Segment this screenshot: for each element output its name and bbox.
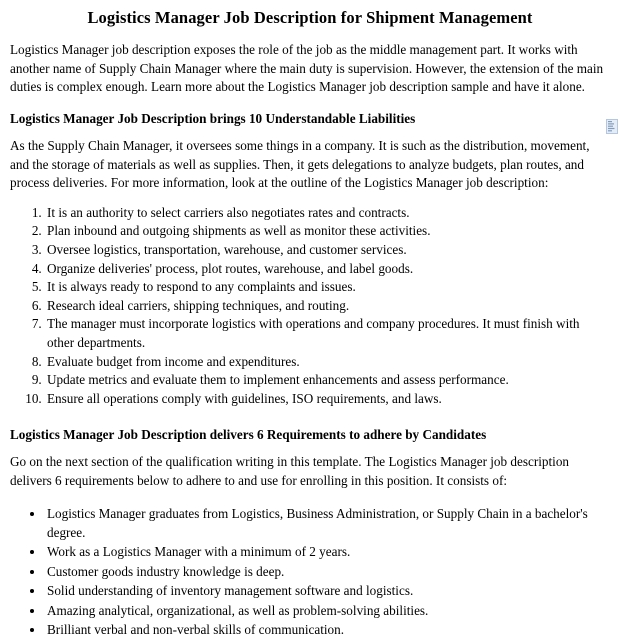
list-item: 4. Organize deliveries' process, plot routes, warehouse, and label goods. bbox=[45, 260, 608, 279]
list-item: 6. Research ideal carriers, shipping techniques, and routing. bbox=[45, 297, 608, 316]
list-item: • Work as a Logistics Manager with a minimum of 2 years. bbox=[45, 542, 608, 561]
section-heading-requirements: Logistics Manager Job Description delivers 6 Requirements to adhere by Candidates bbox=[10, 427, 487, 443]
list-item: 2. Plan inbound and outgoing shipments as well as monitor these activities. bbox=[45, 222, 608, 241]
list-item: • Solid understanding of inventory management software and logistics. bbox=[45, 581, 608, 600]
list-item: • Customer goods industry knowledge is deep. bbox=[45, 562, 608, 581]
list-item: • Amazing analytical, organizational, as well as problem-solving abilities. bbox=[45, 601, 608, 620]
list-item: 8. Evaluate budget from income and expenditures. bbox=[45, 353, 608, 372]
list-item: 7. The manager must incorporate logistics with operations and company procedures. It must finish with other departments. bbox=[45, 315, 608, 352]
section-paragraph-liabilities: As the Supply Chain Manager, it oversees some things in a company. It is such as the distribution, movement, and the storage of materials as well as supplies. Then, it gets delegations to analyze budgets, plan routes, and process deliveries. For more information, look at the outline of the Logistics Manager job description: bbox=[10, 138, 590, 191]
list-item: 3. Oversee logistics, transportation, warehouse, and customer services. bbox=[45, 241, 608, 260]
list-item: • Brilliant verbal and non-verbal skills of communication. bbox=[45, 620, 608, 639]
section-heading-liabilities: Logistics Manager Job Description brings 10 Understandable Liabilities bbox=[10, 111, 416, 127]
list-item: • Logistics Manager graduates from Logistics, Business Administration, or Supply Chain in a bachelor's degree. bbox=[45, 504, 608, 543]
list-item: 10. Ensure all operations comply with guidelines, ISO requirements, and laws. bbox=[45, 390, 608, 409]
list-item: 9. Update metrics and evaluate them to implement enhancements and assess performance. bbox=[45, 371, 608, 390]
list-item: 5. It is always ready to respond to any complaints and issues. bbox=[45, 278, 608, 297]
liabilities-list bbox=[0, 204, 620, 409]
requirements-list bbox=[0, 504, 620, 639]
intro-paragraph: Logistics Manager job description exposes the role of the job as the middle management part. It works with another name of Supply Chain Manager where the main duty is supervision. However, the extension of the main duties is complex enough. Learn more about the Logistics Manager job description sample and have it alone. bbox=[10, 42, 604, 95]
page-title: Logistics Manager Job Description for Shipment Management bbox=[87, 8, 533, 27]
section-paragraph-requirements: Go on the next section of the qualification writing in this template. The Logistics Manager job description delivers 6 requirements below to adhere to and use for enrolling in this position. It consists of: bbox=[10, 454, 570, 488]
list-item: 1. It is an authority to select carriers also negotiates rates and contracts. bbox=[45, 204, 608, 223]
clipboard-page-icon[interactable] bbox=[606, 119, 618, 134]
